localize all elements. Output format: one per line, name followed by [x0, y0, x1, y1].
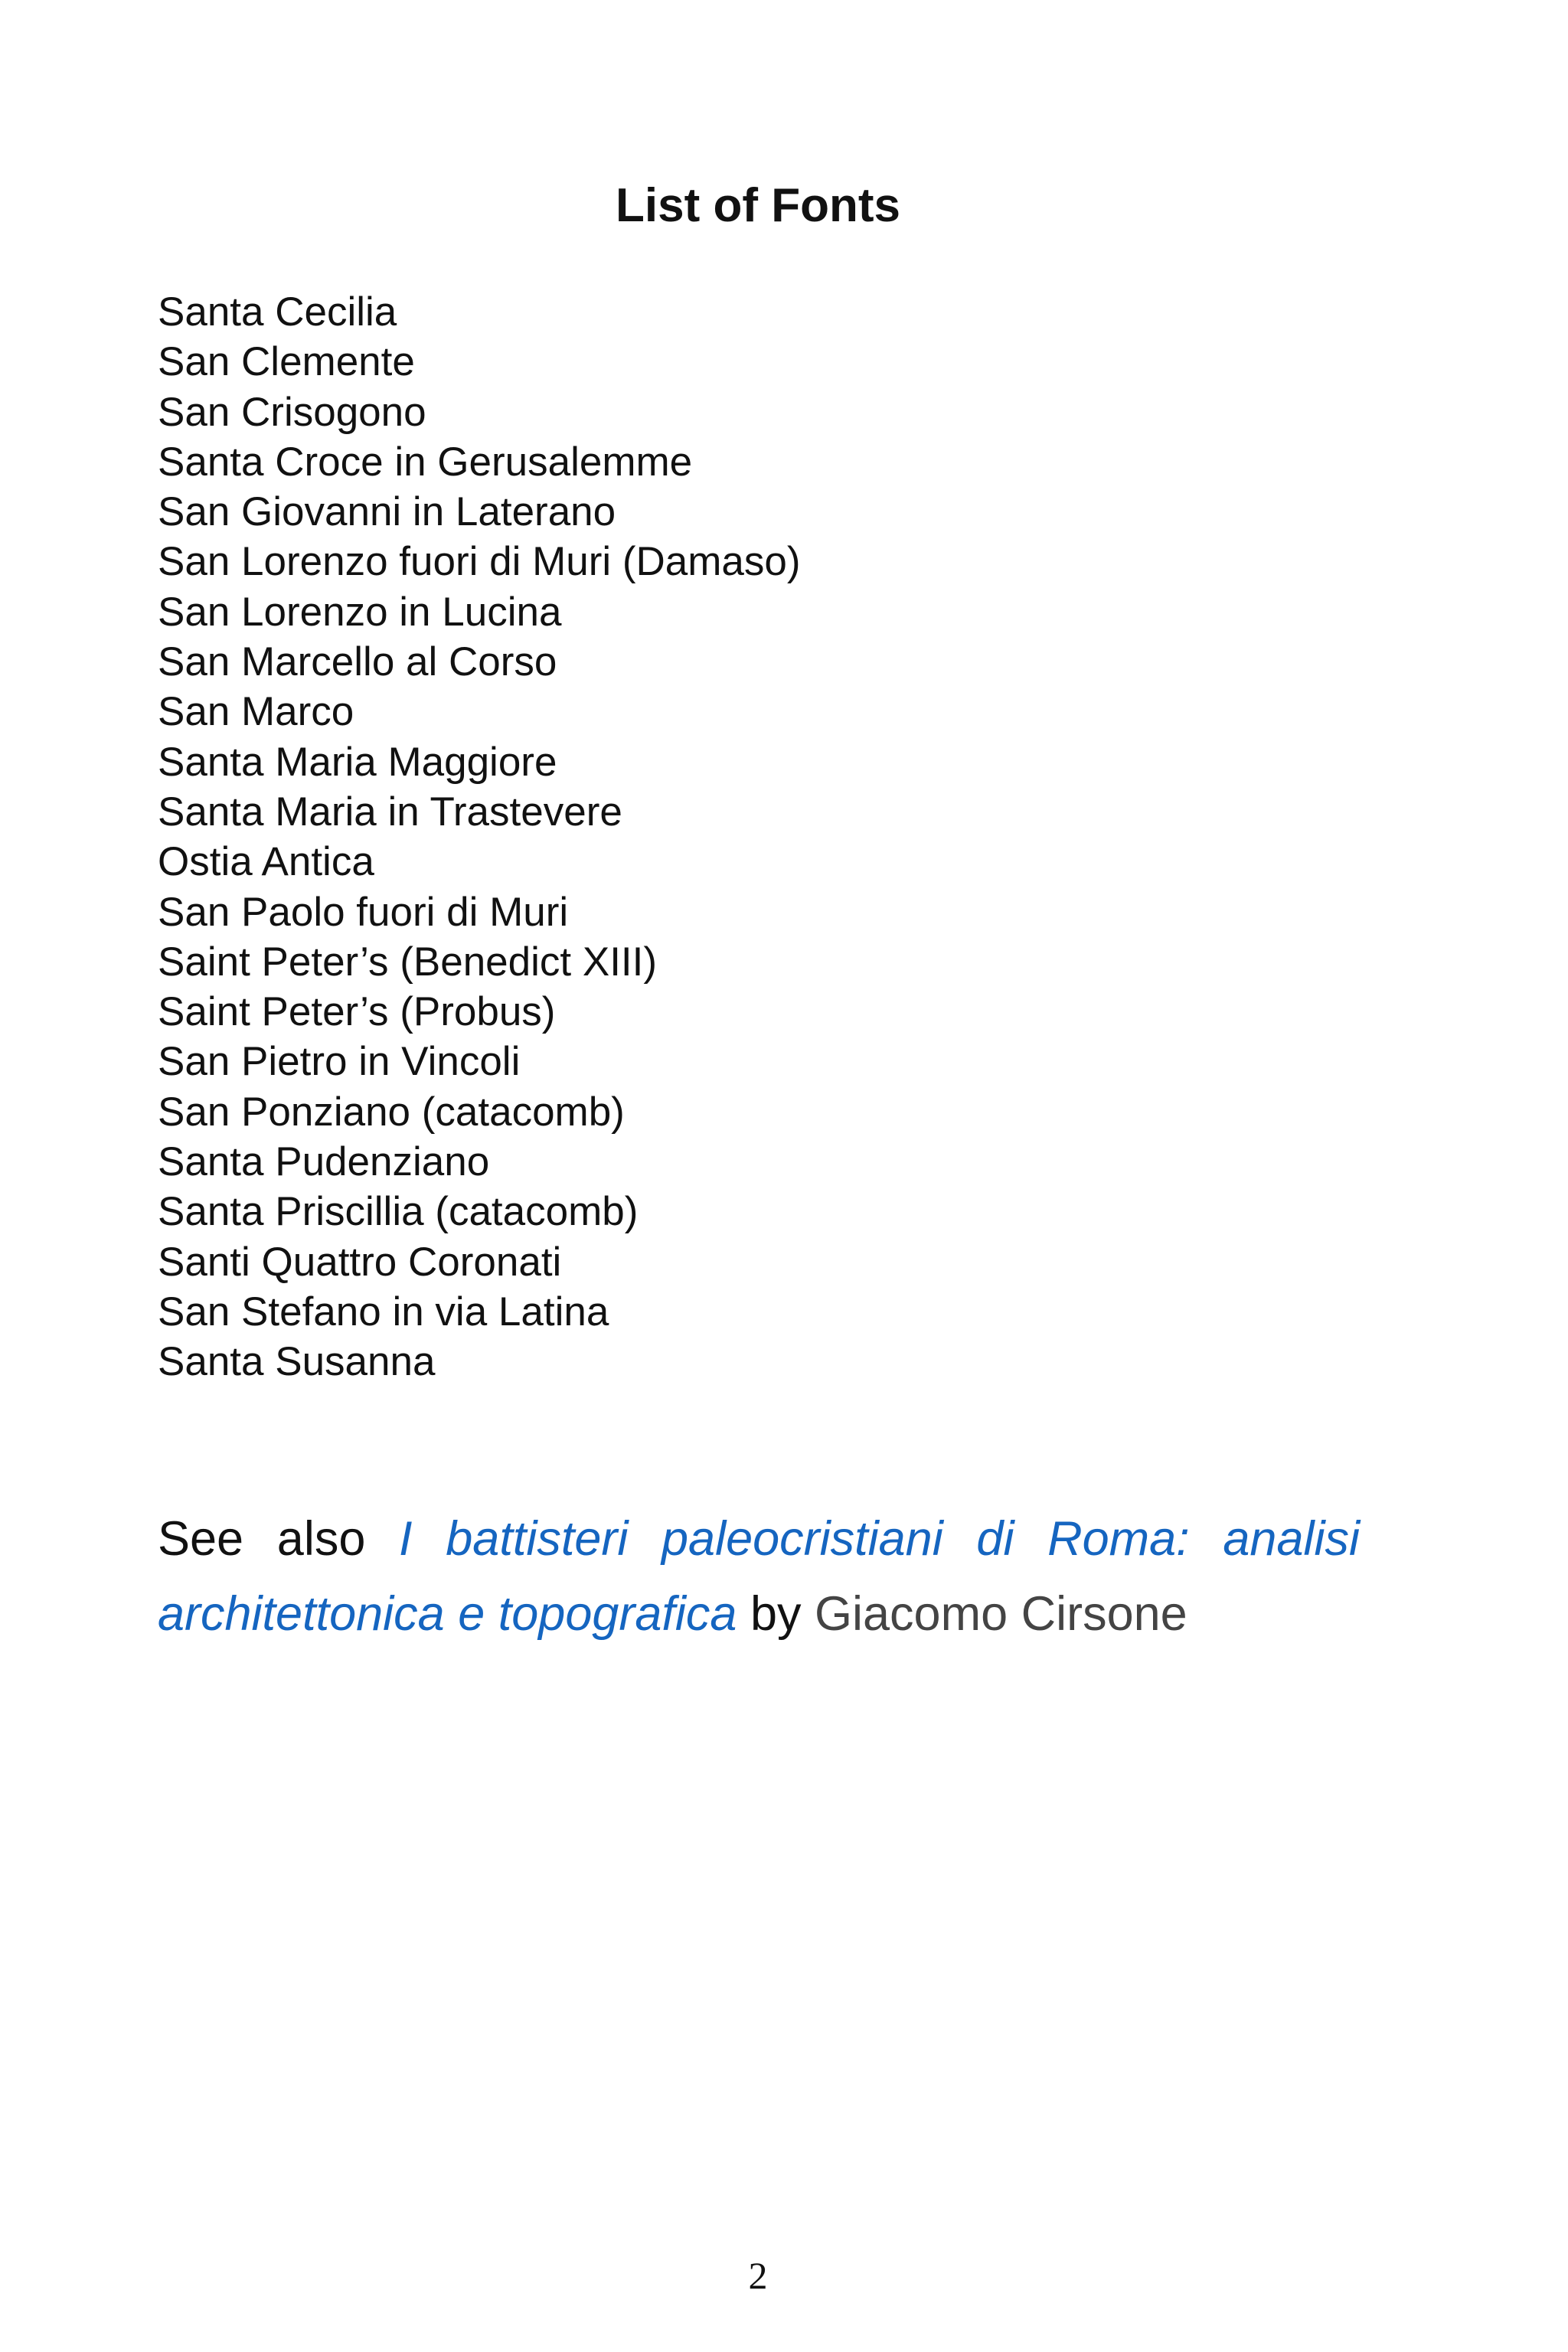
- see-also-paragraph: [158, 1501, 1360, 1651]
- list-item: San Ponziano (catacomb): [158, 1089, 625, 1135]
- list-item: Santi Quattro Coronati: [158, 1239, 562, 1285]
- list-item: Ostia Antica: [158, 839, 374, 885]
- list-item: Santa Pudenziano: [158, 1139, 490, 1185]
- list-item: Santa Cecilia: [158, 289, 397, 335]
- list-item: San Pietro in Vincoli: [158, 1039, 521, 1085]
- by-text: by: [737, 1587, 815, 1641]
- see-also-prefix: See also: [158, 1512, 400, 1566]
- list-item: San Stefano in via Latina: [158, 1289, 609, 1334]
- list-item: Santa Croce in Gerusalemme: [158, 439, 693, 485]
- list-item: Santa Susanna: [158, 1339, 436, 1385]
- list-item: San Clemente: [158, 339, 415, 385]
- list-item: Santa Priscillia (catacomb): [158, 1189, 639, 1235]
- list-item: Saint Peter’s (Benedict XIII): [158, 939, 658, 985]
- list-item: San Lorenzo in Lucina: [158, 589, 562, 635]
- list-item: San Giovanni in Laterano: [158, 489, 616, 535]
- list-item: San Paolo fuori di Muri: [158, 889, 569, 935]
- author-name: Giacomo Cirsone: [815, 1587, 1187, 1641]
- page-title: List of Fonts: [616, 179, 900, 232]
- list-item: San Marco: [158, 689, 354, 735]
- list-item: San Marcello al Corso: [158, 639, 557, 685]
- list-item: Saint Peter’s (Probus): [158, 989, 556, 1035]
- font-list: [158, 287, 801, 1387]
- page-number: 2: [748, 2254, 768, 2297]
- list-item: San Crisogono: [158, 389, 426, 435]
- list-item: San Lorenzo fuori di Muri (Damaso): [158, 539, 801, 585]
- book-title-link[interactable]: I battisteri paleocristiani di Roma: analisi architettonica e topografica: [158, 1512, 1360, 1641]
- list-item: Santa Maria Maggiore: [158, 739, 557, 785]
- list-item: Santa Maria in Trastevere: [158, 789, 622, 835]
